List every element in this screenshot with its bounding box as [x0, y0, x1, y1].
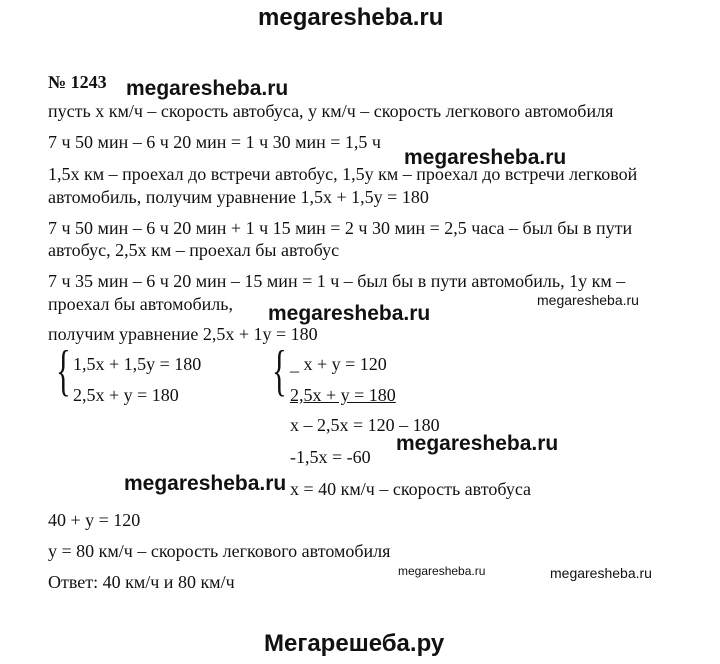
step-3: x = 40 км/ч – скорость автобуса — [290, 479, 532, 499]
right-system-eq-1: _ x + y = 120 — [290, 354, 387, 374]
final-line-2: y = 80 км/ч – скорость легкового автомобиля — [48, 541, 391, 561]
left-system-eq-1: 1,5x + 1,5y = 180 — [73, 354, 202, 374]
text-line-9: получим уравнение 2,5х + 1у = 180 — [48, 324, 318, 344]
watermark-small-1: megaresheba.ru — [537, 292, 639, 308]
final-line-1: 40 + y = 120 — [48, 510, 141, 530]
text-line-6: автобус, 2,5х км – проехал бы автобус — [48, 240, 340, 260]
left-system-eq-2: 2,5x + y = 180 — [73, 385, 179, 405]
answer-line: Ответ: 40 км/ч и 80 км/ч — [48, 572, 235, 592]
watermark-small-3: megaresheba.ru — [550, 565, 652, 581]
text-line-7: 7 ч 35 мин – 6 ч 20 мин – 15 мин = 1 ч – был бы в пути автомобиль, 1у км – — [48, 271, 626, 291]
watermark-inline-4: megaresheba.ru — [396, 432, 559, 455]
text-line-8: проехал бы автомобиль, — [48, 294, 233, 314]
footer-watermark: Мегарешеба.ру — [264, 630, 445, 657]
left-system-brace: { — [56, 340, 71, 402]
text-line-1: пусть x км/ч – скорость автобуса, у км/ч – скорость легкового автомобиля — [48, 101, 614, 121]
problem-number: № 1243 — [48, 72, 107, 92]
watermark-inline-2: megaresheba.ru — [404, 146, 567, 169]
text-line-5: 7 ч 50 мин – 6 ч 20 мин + 1 ч 15 мин = 2 ч 30 мин = 2,5 часа – был бы в пути — [48, 218, 633, 238]
text-line-2: 7 ч 50 мин – 6 ч 20 мин = 1 ч 30 мин = 1,5 ч — [48, 132, 381, 152]
watermark-inline-5: megaresheba.ru — [124, 472, 287, 495]
text-line-4: автомобиль, получим уравнение 1,5х + 1,5у = 180 — [48, 187, 429, 207]
text-line-3: 1,5х км – проехал до встречи автобус, 1,5у км – проехал до встречи легковой — [48, 164, 638, 184]
step-1: x – 2,5x = 120 – 180 — [290, 415, 440, 435]
watermark-inline-1: megaresheba.ru — [126, 77, 289, 100]
watermark-small-2: megaresheba.ru — [398, 564, 486, 578]
step-2: -1,5x = -60 — [290, 447, 371, 467]
watermark-inline-3: megaresheba.ru — [268, 302, 431, 325]
right-system-eq-2: 2,5x + y = 180 — [290, 385, 396, 405]
header-watermark: megaresheba.ru — [258, 4, 444, 31]
right-system-brace: { — [272, 340, 287, 402]
